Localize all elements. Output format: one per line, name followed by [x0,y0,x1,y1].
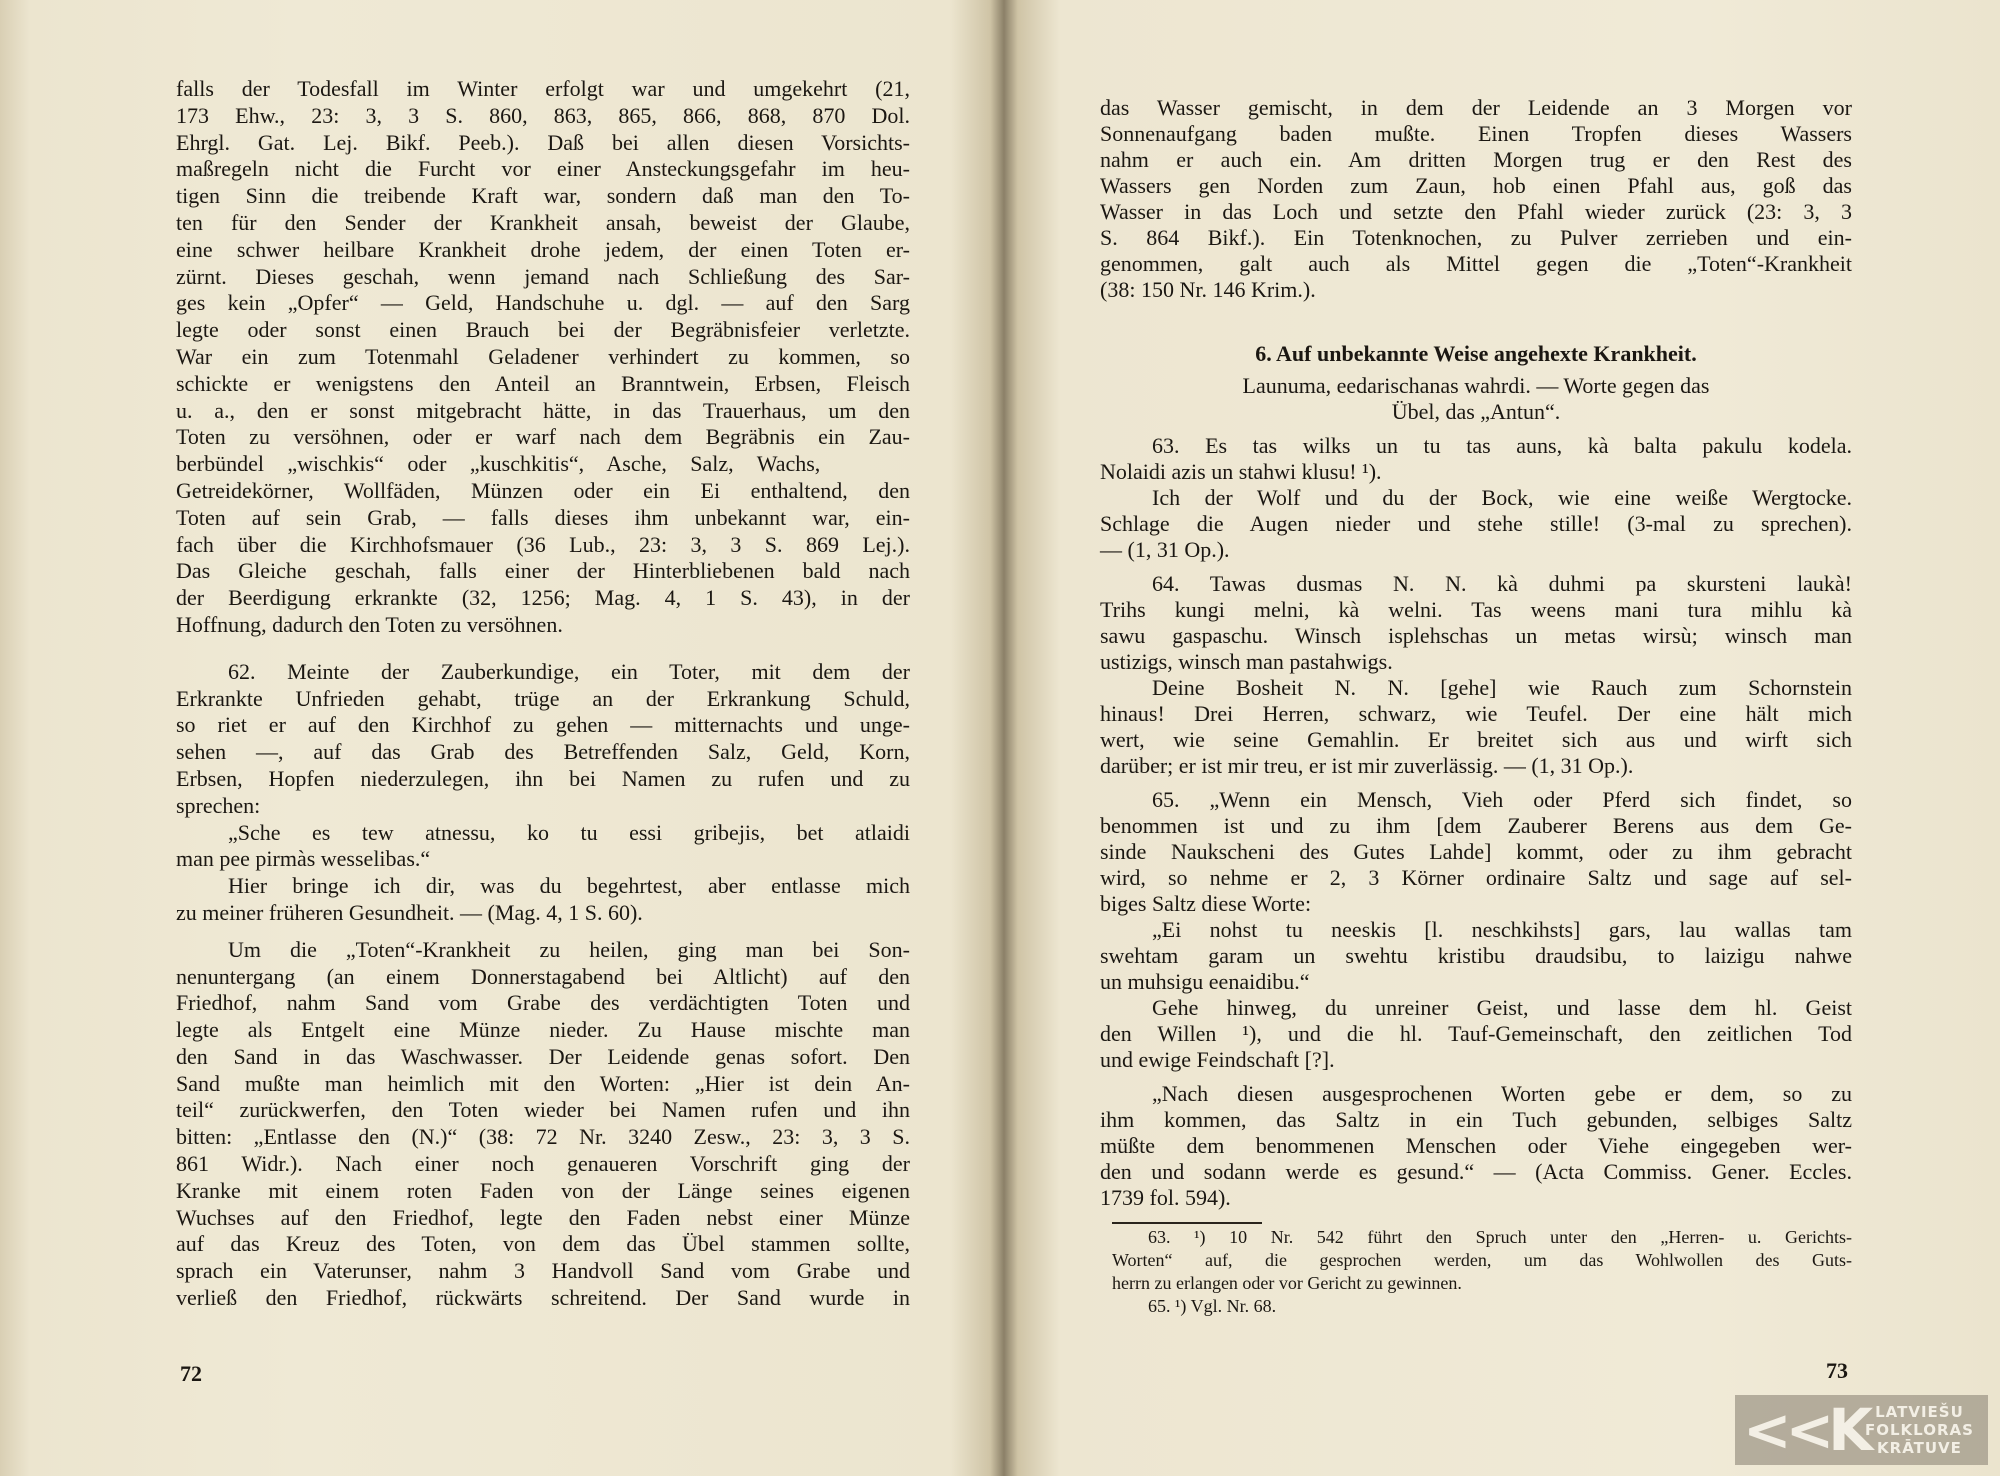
line-text: und ewige Feindschaft [?]. [1100,1047,1335,1072]
line-text: Sand mußte man heimlich mit den Worten: „Hier ist dein An- [176,1070,910,1096]
text-line [176,820,910,847]
text-line [1100,623,1852,649]
text-line [1100,399,1852,425]
text-line [176,210,910,237]
line-text: 1739 fol. 594). [1100,1185,1231,1210]
text-line [176,612,910,639]
text-line [176,1097,910,1124]
text-line [1100,277,1852,303]
line-text: u. a., den er sonst mitgebracht hätte, in das Trauerhaus, um den [176,397,910,423]
archive-watermark-logo [1735,1395,1988,1465]
line-text: Erkrankte Unfrieden gehabt, trüge an der Erkrankung Schuld, [176,685,910,711]
line-text: nahm er auch ein. Am dritten Morgen trug er den Rest des [1100,147,1852,172]
line-text: sprechen: [176,792,261,818]
line-text: Launuma, eedarischanas wahrdi. — Worte gegen das [1242,373,1710,398]
text-line [176,1178,910,1205]
line-text: Toten zu versöhnen, oder er warf nach dem Begräbnis ein Zau- [176,424,910,450]
text-line [1100,727,1852,753]
line-text: Friedhof, nahm Sand vom Grabe des verdächtigten Toten und [176,990,910,1016]
text-line [1100,597,1852,623]
line-text: das Wasser gemischt, in dem der Leidende an 3 Morgen vor [1100,95,1852,120]
line-text: genommen, galt auch als Mittel gegen die „Toten“-Krankheit [1100,251,1852,276]
line-text: müßte dem benommenen Menschen oder Viehe eingegeben wer- [1100,1133,1852,1158]
text-line [176,1124,910,1151]
text-line [1100,571,1852,597]
line-text: herrn zu erlangen oder vor Gericht zu gewinnen. [1112,1273,1462,1293]
line-text: Das Gleiche geschah, falls einer der Hinterbliebenen bald nach [176,558,910,584]
paragraph [1100,433,1852,485]
line-text: Schlage die Augen nieder und stehe stille! (3-mal zu sprechen). [1100,511,1852,536]
line-text: der Beerdigung erkrankte (32, 1256; Mag. 4, 1 S. 43), in der [176,585,910,611]
text-line [176,344,910,371]
line-text: Hoffnung, dadurch den Toten zu versöhnen. [176,611,563,637]
line-text: Nolaidi azis un stahwi klusu! ¹). [1100,459,1382,484]
paragraph [1100,1081,1852,1211]
text-line [176,183,910,210]
line-text: zu meiner früheren Gesundheit. — (Mag. 4, 1 S. 60). [176,899,643,925]
text-line [1100,865,1852,891]
text-line [176,264,910,291]
line-text: den und sodann werde es gesund.“ — (Acta Commiss. Gener. Eccles. [1100,1159,1852,1184]
text-line [176,1017,910,1044]
text-line [176,585,910,612]
text-line [1100,1081,1852,1107]
text-line [176,532,910,559]
text-line [1100,969,1852,995]
text-line [1100,701,1852,727]
text-line [1100,373,1852,399]
line-text: Worten“ auf, die gesprochen werden, um das Wohlwollen des Guts- [1112,1250,1852,1270]
line-text: berbündel „wischkis“ oder „kuschkitis“, Asche, Salz, Wachs, [176,451,821,477]
text-line [1100,839,1852,865]
line-text: legte als Entgelt eine Münze nieder. Zu Hause mischte man [176,1017,910,1043]
footnotes [1112,1226,1852,1318]
paragraph [176,937,910,1312]
line-text: „Sche es tew atnessu, ko tu essi gribejis, bet atlaidi [228,819,910,845]
line-text: 64. Tawas dusmas N. N. kà duhmi pa skursteni laukà! [1152,571,1852,596]
line-text: teil“ zurückwerfen, den Toten wieder bei Namen rufen und ihn [176,1097,910,1123]
line-text: bitten: „Entlasse den (N.)“ (38: 72 Nr. 3240 Zesw., 23: 3, 3 S. [176,1124,910,1150]
logo-mark-icon: <<K [1743,1396,1868,1464]
text-line [1100,753,1852,779]
text-line [1100,485,1852,511]
text-line [1100,1133,1852,1159]
line-text: maßregeln nicht die Furcht vor einer Ansteckungsgefahr im heu- [176,156,910,182]
line-text: fach über die Kirchhofsmauer (36 Lub., 23: 3, 3 S. 869 Lej.). [176,531,910,557]
text-line [1100,537,1852,563]
text-line [176,793,910,820]
text-line [176,1071,910,1098]
paragraph [1100,995,1852,1073]
line-text: „Nach diesen ausgesprochenen Worten gebe er dem, so zu [1152,1081,1852,1106]
line-text: so riet er auf den Kirchhof zu gehen — mitternachts und unge- [176,712,910,738]
line-text: — (1, 31 Op.). [1100,537,1230,562]
left-page-text [176,76,910,1312]
text-line [1100,199,1852,225]
footnote-divider [1112,1222,1262,1224]
text-line [176,739,910,766]
line-text: sehen —, auf das Grab des Betreffenden Salz, Geld, Korn, [176,739,910,765]
paragraph [1100,571,1852,675]
text-line [176,712,910,739]
line-text: legte oder sonst einen Brauch bei der Begräbnisfeier verletzte. [176,317,910,343]
line-text: War ein zum Totenmahl Geladener verhindert zu kommen, so [176,343,910,369]
line-text: 861 Widr.). Nach einer noch genaueren Vorschrift ging der [176,1151,910,1177]
line-text: 63. Es tas wilks un tu tas auns, kà balta pakulu kodela. [1152,433,1852,458]
text-line [1100,1107,1852,1133]
text-line [1100,675,1852,701]
text-line [176,1258,910,1285]
text-line [176,478,910,505]
line-text: Kranke mit einem roten Faden von der Länge seines eigenen [176,1177,910,1203]
logo-text [1865,1403,1974,1457]
text-line [1100,225,1852,251]
line-text: sawu gaspaschu. Winsch isplehschas un metas wirsù; winsch man [1100,623,1852,648]
line-text: hinaus! Drei Herren, schwarz, wie Teufel. Der eine hält mich [1100,701,1852,726]
text-line [1100,121,1852,147]
line-text: un muhsigu eenaidibu.“ [1100,969,1310,994]
paragraph [1100,95,1852,303]
line-text: 65. „Wenn ein Mensch, Vieh oder Pferd sich findet, so [1152,787,1852,812]
line-text: man pee pirmàs wesselibas.“ [176,846,431,872]
line-text: 63. ¹) 10 Nr. 542 führt den Spruch unter den „Herren- u. Gerichts- [1148,1227,1852,1247]
right-page-text [1100,95,1852,1211]
text-line [176,937,910,964]
text-line [176,1151,910,1178]
line-text: (38: 150 Nr. 146 Krim.). [1100,277,1316,302]
text-line [1100,917,1852,943]
text-line [176,1285,910,1312]
text-line [176,1231,910,1258]
line-text: eine schwer heilbare Krankheit drohe jedem, der einen Toten er- [176,236,910,262]
line-text: ges kein „Opfer“ — Geld, Handschuhe u. dgl. — auf den Sarg [176,290,910,316]
paragraph [1100,373,1852,425]
line-text: sinde Naukscheni des Gutes Lahde] kommt, oder zu ihm gebracht [1100,839,1852,864]
line-text: wert, wie seine Gemahlin. Er breitet sich aus und wirft sich [1100,727,1852,752]
text-line [176,873,910,900]
text-line [1100,433,1852,459]
text-line [1100,1021,1852,1047]
text-line [1100,891,1852,917]
text-line [1100,147,1852,173]
logo-line: FOLKLORAS [1865,1421,1974,1439]
text-line [176,558,910,585]
text-line [176,290,910,317]
line-text: ustizigs, winsch man pastahwigs. [1100,649,1393,674]
line-text: verließ den Friedhof, rückwärts schreitend. Der Sand wurde in [176,1285,910,1311]
text-line [176,900,910,927]
text-line [1100,1159,1852,1185]
text-line [1100,95,1852,121]
line-text: Erbsen, Hopfen niederzulegen, ihn bei Namen zu rufen und zu [176,765,910,791]
text-line [1112,1272,1852,1295]
text-line [176,317,910,344]
line-text: 173 Ehw., 23: 3, 3 S. 860, 863, 865, 866, 868, 870 Dol. [176,102,910,128]
line-text: ten für den Sender der Krankheit ansah, beweist der Glaube, [176,209,910,235]
line-text: Toten auf sein Grab, — falls dieses ihm unbekannt war, ein- [176,504,910,530]
line-text: Ich der Wolf und du der Bock, wie eine weiße Wergtocke. [1152,485,1852,510]
text-line [1100,173,1852,199]
text-line [1100,813,1852,839]
line-text: benommen ist und zu ihm [dem Zauberer Berens aus dem Ge- [1100,813,1852,838]
paragraph [1112,1226,1852,1295]
paragraph [1100,787,1852,917]
logo-line: LATVIEŠU [1875,1403,1964,1421]
paragraph [176,659,910,820]
paragraph [1100,675,1852,779]
text-line [176,659,910,686]
line-text: S. 864 Bikf.). Ein Totenknochen, zu Pulver zerrieben und ein- [1100,225,1852,250]
text-line [1100,251,1852,277]
text-line [1100,341,1852,367]
text-line [176,1044,910,1071]
text-line [176,371,910,398]
line-text: 65. ¹) Vgl. Nr. 68. [1148,1296,1277,1316]
text-line [176,103,910,130]
line-text: sprach ein Vaterunser, nahm 3 Handvoll Sand vom Grabe und [176,1258,910,1284]
paragraph [1112,1295,1852,1318]
text-line [1112,1226,1852,1249]
line-text: schickte er wenigstens den Anteil an Branntwein, Erbsen, Fleisch [176,370,910,396]
line-text: falls der Todesfall im Winter erfolgt war und umgekehrt (21, [176,76,910,101]
line-text: ihm kommen, das Saltz in ein Tuch gebunden, selbiges Saltz [1100,1107,1852,1132]
text-line [1100,943,1852,969]
line-text: darüber; er ist mir treu, er ist mir zuverlässig. — (1, 31 Op.). [1100,753,1634,778]
line-text: Wuchses auf den Friedhof, legte den Faden nebst einer Münze [176,1204,910,1230]
text-line [176,130,910,157]
text-line [176,398,910,425]
text-line [176,424,910,451]
line-text: tigen Sinn die treibende Kraft war, sondern daß man den To- [176,183,910,209]
text-line [176,846,910,873]
text-line [176,451,910,478]
line-text: den Sand in das Waschwasser. Der Leidende genas sofort. Den [176,1043,910,1069]
line-text: zürnt. Dieses geschah, wenn jemand nach Schließung des Sar- [176,263,910,289]
text-line [176,505,910,532]
text-line [176,156,910,183]
line-text: Getreidekörner, Wollfäden, Münzen oder ein Ei enthaltend, den [176,477,910,503]
line-text: auf das Kreuz des Toten, von dem das Übel stammen sollte, [176,1231,910,1257]
text-line [176,686,910,713]
line-text: Deine Bosheit N. N. [gehe] wie Rauch zum Schornstein [1152,675,1852,700]
text-line [176,964,910,991]
text-line [1100,787,1852,813]
line-text: Trihs kungi melni, kà welni. Tas weens mani tura mihlu kà [1100,597,1852,622]
line-text: Gehe hinweg, du unreiner Geist, und lasse dem hl. Geist [1152,995,1852,1020]
line-text: Übel, das „Antun“. [1391,399,1561,424]
line-text: nenuntergang (an einem Donnerstagabend bei Altlicht) auf den [176,963,910,989]
text-line [176,237,910,264]
line-text: Hier bringe ich dir, was du begehrtest, aber entlasse mich [228,873,910,899]
page-number-left: 72 [180,1361,202,1386]
text-line [1100,1185,1852,1211]
line-text: Um die „Toten“-Krankheit zu heilen, ging man bei Son- [228,936,910,962]
text-line [1100,511,1852,537]
page-number-right: 73 [1826,1358,1848,1383]
logo-line: KRĀTUVE [1877,1439,1962,1457]
text-line [1100,1047,1852,1073]
line-text: „Ei nohst tu neeskis [l. neschkihsts] gars, lau wallas tam [1152,917,1852,942]
line-text: swehtam garam un swehtu kristibu draudsibu, to laizigu nahwe [1100,943,1852,968]
line-text: 62. Meinte der Zauberkundige, ein Toter, mit dem der [228,658,910,684]
line-text: Ehrgl. Gat. Lej. Bikf. Peeb.). Daß bei allen diesen Vorsichts- [176,129,910,155]
paragraph [176,76,910,639]
text-line [176,1205,910,1232]
paragraph [1100,917,1852,995]
line-text: wird, so nehme er 2, 3 Körner ordinaire Saltz und sage auf sel- [1100,865,1852,890]
line-text: 6. Auf unbekannte Weise angehexte Krankheit. [1255,341,1697,366]
line-text: den Willen ¹), und die hl. Tauf-Gemeinschaft, den zeitlichen Tod [1100,1021,1852,1046]
line-text: biges Saltz diese Worte: [1100,891,1312,916]
paragraph [1100,485,1852,563]
line-text: Wasser in das Loch und setzte den Pfahl wieder zurück (23: 3, 3 [1100,199,1852,224]
line-text: Sonnenaufgang baden mußte. Einen Tropfen dieses Wassers [1100,121,1852,146]
text-line [1100,459,1852,485]
text-line [176,766,910,793]
text-line [1100,649,1852,675]
text-line [1100,995,1852,1021]
paragraph [176,873,910,927]
text-line [176,990,910,1017]
paragraph [176,820,910,874]
text-line [1112,1249,1852,1272]
text-line [1112,1295,1852,1318]
line-text: Wassers gen Norden zum Zaun, hob einen Pfahl aus, goß das [1100,173,1852,198]
section-heading [1100,341,1852,367]
text-line [176,76,910,103]
